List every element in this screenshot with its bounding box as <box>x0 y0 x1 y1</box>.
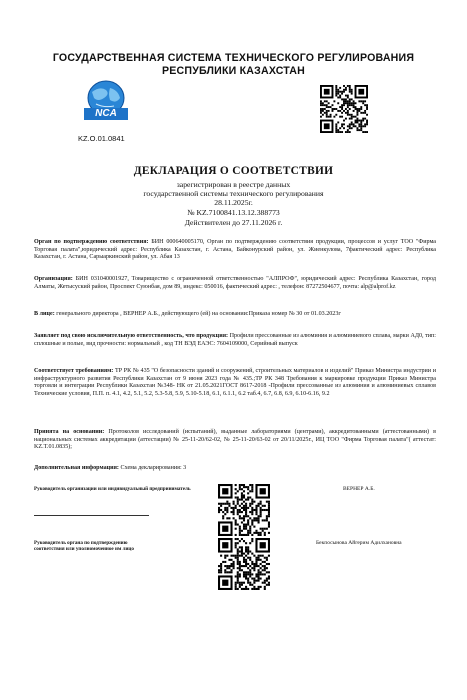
registry-code: KZ.O.01.0841 <box>78 134 125 143</box>
requirements-label: Соответствует требованиям: <box>34 368 114 374</box>
additional-label: Дополнительная информация: <box>34 465 119 471</box>
declaration-title: ДЕКЛАРАЦИЯ О СООТВЕТСТВИИ <box>133 165 334 177</box>
basis-text: Протоколов исследований (испытаний), выданные лабораториями (центрами), аккредитованными (аттестованными) в национальных системах аккредитации (аттестации) № 25-11-20/62-02, № 25-11-20/63-02 от 20/11/2025г., ИЦ ТОО "Фирма Торговая палата"( аттестат: KZ.T.01.0835); <box>34 429 436 451</box>
registration-date: 28.11.2025г. <box>214 198 253 207</box>
qr-code-signature-2 <box>218 538 270 590</box>
signature-name-1: ВЕРНЕР А.Б. <box>343 486 375 492</box>
in-person-section <box>34 311 436 319</box>
header-line-1: ГОСУДАРСТВЕННАЯ СИСТЕМА ТЕХНИЧЕСКОГО РЕГУЛИРОВАНИЯ <box>52 52 415 64</box>
valid-until: Действителен до 27.11.2026 г. <box>184 218 283 227</box>
qr-code-signature-1 <box>218 484 270 536</box>
signature-name-2: Бекпосынова Айгерим Адилхановна <box>316 540 402 546</box>
registered-line-1: зарегистрирован в реестре данных <box>176 180 291 189</box>
nca-logo <box>80 80 132 122</box>
additional-section <box>34 465 436 473</box>
header-line-2: РЕСПУБЛИКИ КАЗАХСТАН <box>162 65 305 77</box>
organ-text: БИН 000640005170, Орган по подтверждению соответствия продукции, процессов и услуг ТОО "Фирма Торговая палата",юридический адрес: Республика Казахстан, г. Астана, Байконурский район, ул. Жиенкулова, 7фактический адрес: Республика Казахстан, г. Астана, Сарыаркинский район, ул. Абая 13 <box>34 239 436 261</box>
requirements-section <box>34 368 436 399</box>
organization-label: Организация: <box>34 276 73 282</box>
signature-role-1: Руководитель организации или индивидуальный предприниматель <box>34 486 191 492</box>
in-person-label: В лице: <box>34 311 55 317</box>
basis-label: Принята на основании: <box>34 429 105 435</box>
organization-text: БИН 031040001927, Товарищество с ограниченной ответственностью "АЛПРОФ", юридический адрес: Республика Казахстан, город Алматы, Жетысуский район, Проспект Суюнбая, дом 89, индекс: 050016, фактический адрес: , телефон: 87272504677, почта: alp@alprof.kz <box>34 276 436 290</box>
qr-code-header <box>320 85 368 133</box>
declares-section <box>34 333 436 348</box>
signature-rule-1 <box>34 515 149 516</box>
basis-section <box>34 429 436 452</box>
additional-text: Схема декларирования: 3 <box>120 465 187 471</box>
organ-section <box>34 239 436 262</box>
declaration-number: № KZ.7100841.13.12.388773 <box>187 208 280 217</box>
registered-line-2: государственной системы технического регулирования <box>143 189 324 198</box>
organization-section <box>34 276 436 291</box>
in-person-text: генерального директора , ВЕРНЕР А.Б., действующего (ей) на основании:Приказа номер № 30 от 01.03.2023г <box>56 311 341 317</box>
declares-text: Профили прессованные из алюминия и алюминиевого сплава, марки АД0, тип: сплошные и полые, вид прочности: нормальный , код ТН ВЭД ЕАЭС: 7604109000, Серийный выпуск <box>34 333 436 347</box>
signature-role-2: Руководитель органа по подтверждению соответствия или уполномоченное им лицо <box>34 540 134 553</box>
requirements-text: ТР РК № 435 "О безопасности зданий и сооружений, строительных материалов и изделий" Приказ Министра индустрии и инфраструктурного развития Республики Казахстан от 9 июня 2023 года № 435.;ТР РК 348 Требования к маркировке продукции Приказ Министра торговли и интеграции Республики Казахстан №348- НК от 21.05.2021ГОСТ 8617-2018 -Профили прессованные из алюминия и алюминиевых сплавов Технические условия, П.П. п. 4.1, 4.2, 5.1, 5.2, 5.3-5.8, 5.9, 5.10-5.18, 6.1, 6.1.1, 6.2 таб.4, 6.7, 6.8, 6.9, 6.10-6.16, 9.2 <box>34 368 436 398</box>
declares-label: Заявляет под свою исключительную ответственность, что продукция: <box>34 333 229 339</box>
organ-label: Орган по подтверждению соответствия: <box>34 239 149 245</box>
logo-text: NCA <box>95 108 117 119</box>
